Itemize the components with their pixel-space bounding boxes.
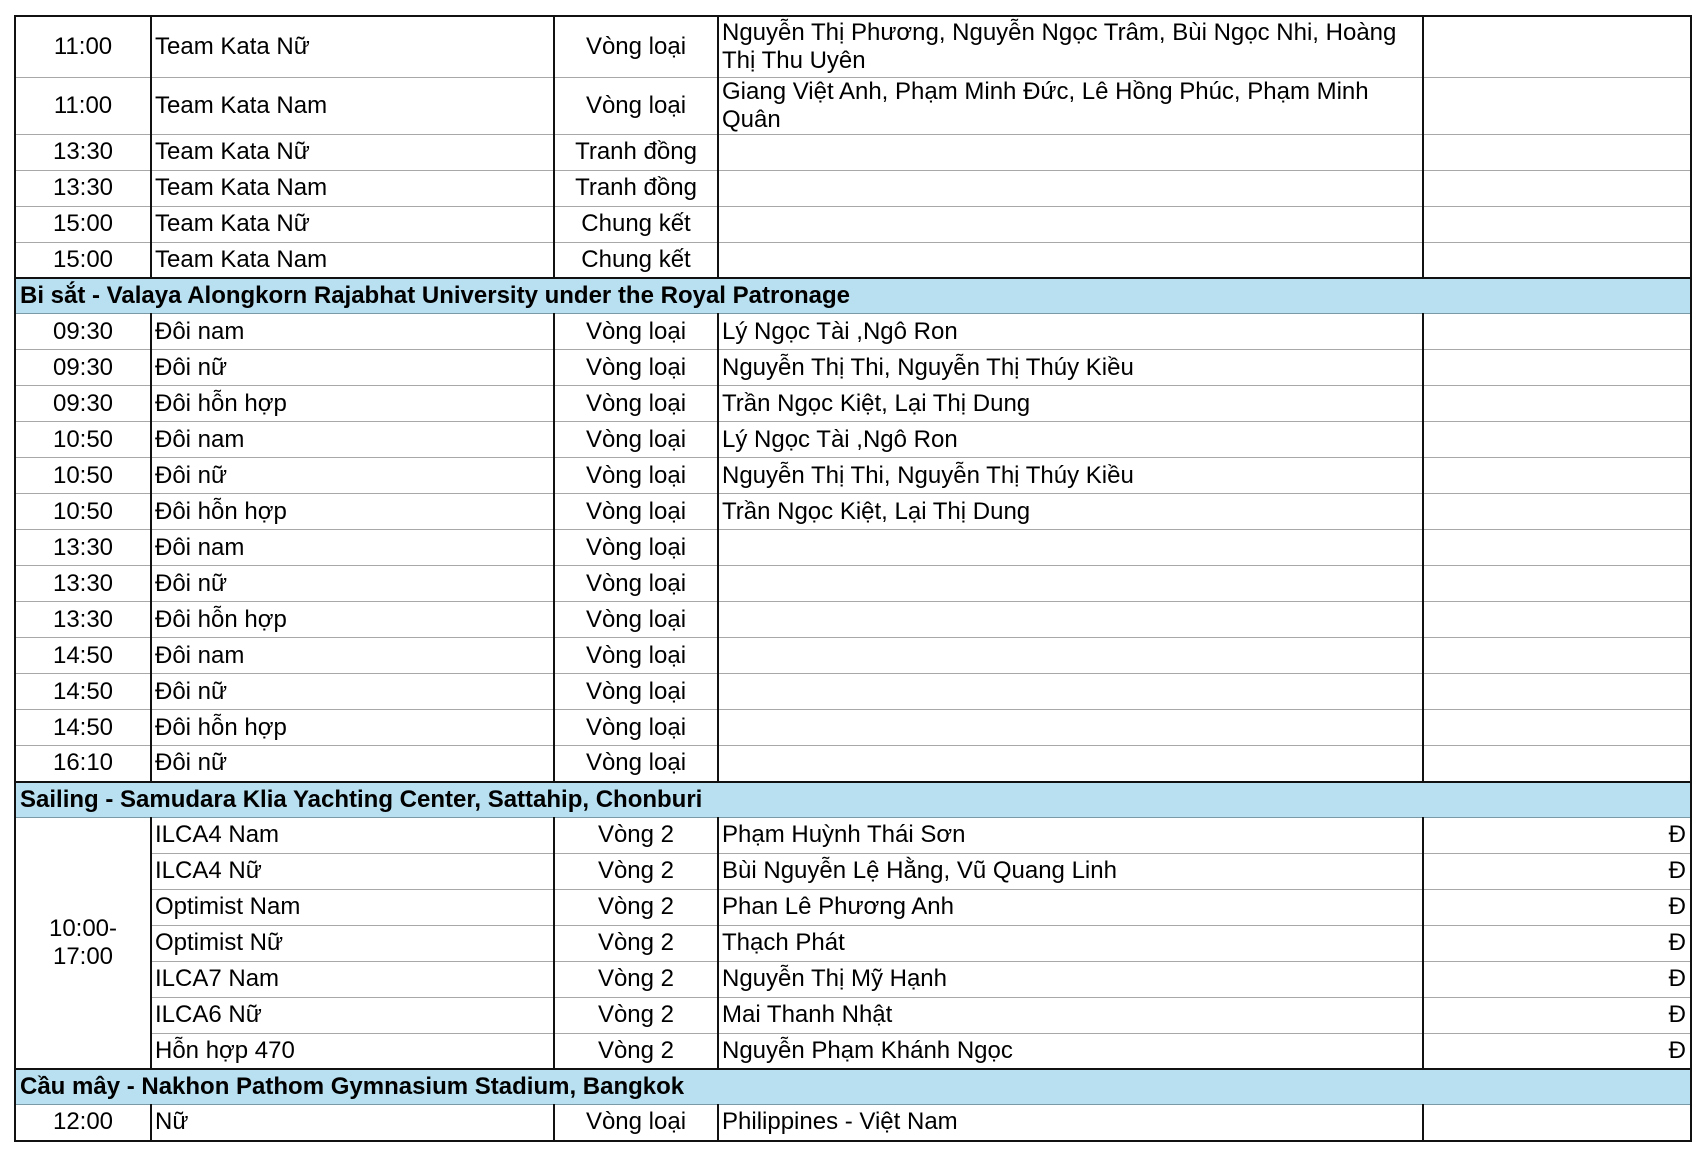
round-cell: Vòng 2 xyxy=(554,853,718,889)
table-row xyxy=(15,206,1691,242)
note-cell: Đ xyxy=(1423,853,1691,889)
time-cell: 14:50 xyxy=(15,674,151,710)
table-row xyxy=(15,77,1691,134)
athletes-cell: Phạm Huỳnh Thái Sơn xyxy=(718,817,1423,853)
athletes-cell: Giang Việt Anh, Phạm Minh Đức, Lê Hồng Phúc, Phạm Minh Quân xyxy=(718,77,1423,134)
round-cell: Vòng loại xyxy=(554,602,718,638)
event-cell: ILCA6 Nữ xyxy=(151,997,554,1033)
event-cell: Team Kata Nam xyxy=(151,170,554,206)
table-row xyxy=(15,458,1691,494)
event-cell: Đôi nữ xyxy=(151,458,554,494)
section-title: Bi sắt - Valaya Alongkorn Rajabhat University under the Royal Patronage xyxy=(15,278,1691,314)
event-cell: Optimist Nữ xyxy=(151,925,554,961)
time-cell: 13:30 xyxy=(15,170,151,206)
note-cell xyxy=(1423,458,1691,494)
round-cell: Vòng loại xyxy=(554,674,718,710)
table-row xyxy=(15,422,1691,458)
event-cell: Team Kata Nam xyxy=(151,77,554,134)
note-cell: Đ xyxy=(1423,817,1691,853)
event-cell: Team Kata Nữ xyxy=(151,206,554,242)
table-row xyxy=(15,638,1691,674)
round-cell: Vòng loại xyxy=(554,350,718,386)
section-title: Sailing - Samudara Klia Yachting Center, Sattahip, Chonburi xyxy=(15,782,1691,818)
athletes-cell: Bùi Nguyễn Lệ Hằng, Vũ Quang Linh xyxy=(718,853,1423,889)
table-row xyxy=(15,889,1691,925)
round-cell: Vòng loại xyxy=(554,314,718,350)
round-cell: Vòng loại xyxy=(554,386,718,422)
table-row xyxy=(15,386,1691,422)
event-cell: ILCA7 Nam xyxy=(151,961,554,997)
note-cell xyxy=(1423,242,1691,278)
table-row xyxy=(15,710,1691,746)
table-row xyxy=(15,817,1691,853)
table-row xyxy=(15,314,1691,350)
table-row xyxy=(15,494,1691,530)
athletes-cell: Philippines - Việt Nam xyxy=(718,1105,1423,1141)
event-cell: Hỗn hợp 470 xyxy=(151,1033,554,1069)
round-cell: Vòng loại xyxy=(554,710,718,746)
round-cell: Vòng loại xyxy=(554,77,718,134)
note-cell xyxy=(1423,77,1691,134)
event-cell: Đôi nam xyxy=(151,530,554,566)
section-header xyxy=(15,1069,1691,1105)
event-cell: Đôi nữ xyxy=(151,746,554,782)
event-cell: Đôi nam xyxy=(151,638,554,674)
table-row xyxy=(15,566,1691,602)
note-cell xyxy=(1423,746,1691,782)
note-cell xyxy=(1423,494,1691,530)
table-row xyxy=(15,602,1691,638)
round-cell: Vòng loại xyxy=(554,530,718,566)
table-row xyxy=(15,853,1691,889)
athletes-cell xyxy=(718,206,1423,242)
event-cell: Đôi nữ xyxy=(151,674,554,710)
note-cell: Đ xyxy=(1423,961,1691,997)
athletes-cell: Mai Thanh Nhật xyxy=(718,997,1423,1033)
round-cell: Vòng 2 xyxy=(554,1033,718,1069)
time-cell: 10:50 xyxy=(15,458,151,494)
time-cell: 16:10 xyxy=(15,746,151,782)
time-cell: 10:50 xyxy=(15,422,151,458)
note-cell xyxy=(1423,170,1691,206)
round-cell: Vòng loại xyxy=(554,566,718,602)
event-cell: Đôi hỗn hợp xyxy=(151,710,554,746)
note-cell: Đ xyxy=(1423,1033,1691,1069)
note-cell xyxy=(1423,530,1691,566)
event-cell: Đôi hỗn hợp xyxy=(151,494,554,530)
event-cell: Team Kata Nữ xyxy=(151,16,554,77)
event-cell: Đôi hỗn hợp xyxy=(151,386,554,422)
time-cell: 11:00 xyxy=(15,16,151,77)
event-cell: Đôi nam xyxy=(151,422,554,458)
event-cell: Optimist Nam xyxy=(151,889,554,925)
note-cell xyxy=(1423,638,1691,674)
round-cell: Vòng loại xyxy=(554,422,718,458)
table-row xyxy=(15,997,1691,1033)
round-cell: Vòng 2 xyxy=(554,997,718,1033)
athletes-cell: Trần Ngọc Kiệt, Lại Thị Dung xyxy=(718,494,1423,530)
section-header xyxy=(15,278,1691,314)
table-row xyxy=(15,674,1691,710)
note-cell xyxy=(1423,710,1691,746)
athletes-cell: Nguyễn Thị Mỹ Hạnh xyxy=(718,961,1423,997)
athletes-cell: Trần Ngọc Kiệt, Lại Thị Dung xyxy=(718,386,1423,422)
event-cell: Nữ xyxy=(151,1105,554,1141)
event-cell: ILCA4 Nam xyxy=(151,817,554,853)
athletes-cell xyxy=(718,170,1423,206)
note-cell xyxy=(1423,134,1691,170)
table-row xyxy=(15,170,1691,206)
note-cell xyxy=(1423,422,1691,458)
round-cell: Vòng 2 xyxy=(554,889,718,925)
note-cell xyxy=(1423,386,1691,422)
athletes-cell xyxy=(718,638,1423,674)
round-cell: Vòng loại xyxy=(554,458,718,494)
time-cell: 10:00-17:00 xyxy=(15,817,151,1069)
round-cell: Chung kết xyxy=(554,206,718,242)
round-cell: Vòng loại xyxy=(554,494,718,530)
table-row xyxy=(15,1033,1691,1069)
note-cell xyxy=(1423,566,1691,602)
time-cell: 13:30 xyxy=(15,530,151,566)
table-row xyxy=(15,1105,1691,1141)
athletes-cell: Nguyễn Thị Thi, Nguyễn Thị Thúy Kiều xyxy=(718,458,1423,494)
athletes-cell xyxy=(718,710,1423,746)
table-row xyxy=(15,242,1691,278)
table-row xyxy=(15,16,1691,77)
note-cell xyxy=(1423,674,1691,710)
note-cell: Đ xyxy=(1423,925,1691,961)
round-cell: Chung kết xyxy=(554,242,718,278)
event-cell: ILCA4 Nữ xyxy=(151,853,554,889)
time-cell: 09:30 xyxy=(15,350,151,386)
time-cell: 10:50 xyxy=(15,494,151,530)
time-cell: 13:30 xyxy=(15,566,151,602)
event-cell: Team Kata Nam xyxy=(151,242,554,278)
athletes-cell: Nguyễn Phạm Khánh Ngọc xyxy=(718,1033,1423,1069)
time-cell: 14:50 xyxy=(15,638,151,674)
time-cell: 09:30 xyxy=(15,314,151,350)
table-row xyxy=(15,350,1691,386)
event-cell: Đôi nam xyxy=(151,314,554,350)
time-cell: 15:00 xyxy=(15,242,151,278)
round-cell: Vòng 2 xyxy=(554,817,718,853)
athletes-cell: Nguyễn Thị Phương, Nguyễn Ngọc Trâm, Bùi Ngọc Nhi, Hoàng Thị Thu Uyên xyxy=(718,16,1423,77)
round-cell: Vòng loại xyxy=(554,1105,718,1141)
round-cell: Tranh đồng xyxy=(554,134,718,170)
note-cell xyxy=(1423,350,1691,386)
schedule-table xyxy=(14,15,1692,1142)
note-cell: Đ xyxy=(1423,997,1691,1033)
athletes-cell xyxy=(718,530,1423,566)
athletes-cell: Lý Ngọc Tài ,Ngô Ron xyxy=(718,314,1423,350)
athletes-cell xyxy=(718,674,1423,710)
time-cell: 14:50 xyxy=(15,710,151,746)
round-cell: Vòng loại xyxy=(554,638,718,674)
table-row xyxy=(15,134,1691,170)
athletes-cell: Nguyễn Thị Thi, Nguyễn Thị Thúy Kiều xyxy=(718,350,1423,386)
athletes-cell: Thạch Phát xyxy=(718,925,1423,961)
athletes-cell: Phan Lê Phương Anh xyxy=(718,889,1423,925)
event-cell: Team Kata Nữ xyxy=(151,134,554,170)
table-row xyxy=(15,530,1691,566)
note-cell xyxy=(1423,206,1691,242)
time-cell: 13:30 xyxy=(15,602,151,638)
event-cell: Đôi hỗn hợp xyxy=(151,602,554,638)
note-cell xyxy=(1423,16,1691,77)
round-cell: Vòng loại xyxy=(554,16,718,77)
section-title: Cầu mây - Nakhon Pathom Gymnasium Stadium, Bangkok xyxy=(15,1069,1691,1105)
round-cell: Vòng 2 xyxy=(554,925,718,961)
time-cell: 15:00 xyxy=(15,206,151,242)
table-row xyxy=(15,961,1691,997)
note-cell: Đ xyxy=(1423,889,1691,925)
event-cell: Đôi nữ xyxy=(151,350,554,386)
time-cell: 12:00 xyxy=(15,1105,151,1141)
section-header xyxy=(15,782,1691,818)
athletes-cell xyxy=(718,602,1423,638)
time-cell: 13:30 xyxy=(15,134,151,170)
round-cell: Tranh đồng xyxy=(554,170,718,206)
round-cell: Vòng 2 xyxy=(554,961,718,997)
athletes-cell xyxy=(718,134,1423,170)
athletes-cell xyxy=(718,242,1423,278)
table-row xyxy=(15,746,1691,782)
note-cell xyxy=(1423,314,1691,350)
athletes-cell xyxy=(718,746,1423,782)
table-row xyxy=(15,925,1691,961)
time-cell: 09:30 xyxy=(15,386,151,422)
note-cell xyxy=(1423,1105,1691,1141)
athletes-cell: Lý Ngọc Tài ,Ngô Ron xyxy=(718,422,1423,458)
note-cell xyxy=(1423,602,1691,638)
time-cell: 11:00 xyxy=(15,77,151,134)
round-cell: Vòng loại xyxy=(554,746,718,782)
athletes-cell xyxy=(718,566,1423,602)
event-cell: Đôi nữ xyxy=(151,566,554,602)
